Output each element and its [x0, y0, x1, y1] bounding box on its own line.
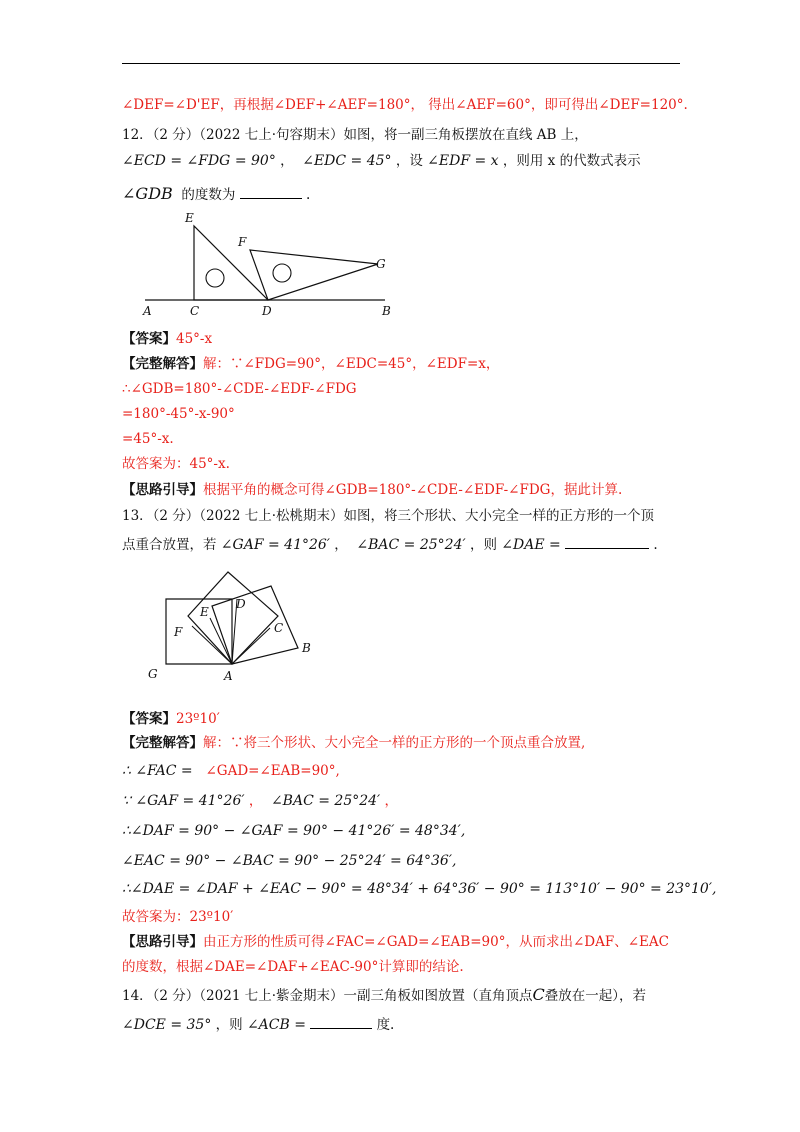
- q13-answer-blank: [565, 534, 649, 549]
- q14-answer-blank: [310, 1014, 372, 1029]
- q13-line2: [122, 534, 658, 554]
- q13-answer-value: 23º10′: [176, 711, 220, 727]
- q13-solution-first: 解：∵将三个形状、大小完全一样的正方形的一个顶点重合放置,: [203, 735, 586, 751]
- q13-line-fac-math: ∴ ∠FAC =: [122, 763, 193, 779]
- q12-solution-line-4: 故答案为：45°-x.: [122, 456, 230, 472]
- q14-line2: [122, 1014, 394, 1034]
- q12-solution-line-1: ∴∠GDB=180°-∠CDE-∠EDF-∠FDG: [122, 381, 357, 397]
- q14-header-post: 叠放在一起），若: [544, 988, 646, 1004]
- q13-line2-m3: ∠DAE =: [501, 537, 561, 553]
- q12-cond-mid: ，设: [395, 153, 423, 169]
- prev-answer-tail: ∠DEF=∠D'EF，再根据∠DEF+∠AEF=180°， 得出∠AEF=60°，即可得出∠DEF=120°.: [122, 97, 688, 113]
- q13-line-given-sep: ，: [248, 793, 263, 809]
- q12-label-c: C: [190, 304, 200, 318]
- q12-solution-label: 【完整解答】: [122, 356, 203, 372]
- header-rule: [122, 63, 680, 64]
- q12-answer: [122, 330, 212, 348]
- q12-hint-text: 根据平角的概念可得∠GDB=180°-∠CDE-∠EDF-∠FDG，据此计算.: [203, 482, 623, 498]
- q13-label-f: F: [174, 625, 183, 639]
- q13-figure: [140, 566, 330, 690]
- q12-solution-line-3: =45°-x.: [122, 431, 174, 447]
- q13-line2-end: .: [653, 537, 658, 553]
- q13-header: 13．（2 分）（2022 七上·松桃期末）如图，将三个形状、大小完全一样的正方形的一个顶: [122, 508, 654, 524]
- q12-label-a: A: [143, 304, 152, 318]
- q13-line-given-2: ∠BAC = 25°24′: [270, 793, 381, 809]
- q13-seg-ac: [232, 628, 270, 664]
- q12-label-e: E: [185, 211, 194, 225]
- q13-label-b: B: [302, 641, 311, 655]
- q13-hint-line1: 由正方形的性质可得∠FAC=∠GAD=∠EAB=90°，从而求出∠DAF、∠EAC: [203, 934, 669, 950]
- q13-label-d: D: [236, 597, 246, 611]
- q12-triangle-ecd: [194, 226, 268, 300]
- q13-solution-1: [122, 734, 585, 752]
- q13-line2-m2: ∠BAC = 25°24′: [356, 537, 466, 553]
- q13-final: 故答案为：23º10′: [122, 909, 234, 925]
- q12-hint: [122, 481, 622, 499]
- q13-label-g: G: [148, 667, 158, 681]
- q12-label-d: D: [262, 304, 272, 318]
- q13-line-fac-text: ∠GAD=∠EAB=90°,: [205, 763, 340, 779]
- q13-line2-mid: ，则: [469, 537, 497, 553]
- q12-answer-label: 【答案】: [122, 331, 176, 347]
- q13-hint: [122, 933, 669, 951]
- q12-header: 12．（2 分）（2022 七上·句容期末）如图，将一副三角板摆放在直线 AB 上，: [122, 127, 588, 143]
- q12-ask-tail: 的度数为: [181, 187, 236, 203]
- q12-label-f: F: [238, 235, 247, 249]
- q12-label-b: B: [382, 304, 391, 318]
- q13-line-eac: ∠EAC = 90° − ∠BAC = 90° − 25°24′ = 64°36′,: [122, 853, 457, 869]
- q13-hint-label: 【思路引导】: [122, 934, 203, 950]
- q13-answer: [122, 710, 220, 728]
- q13-line-given-end: ，: [384, 793, 399, 809]
- q12-answer-value: 45°-x: [176, 331, 213, 347]
- q12-figure: [140, 208, 400, 320]
- q12-conditions: [122, 152, 641, 170]
- q13-line2-pre: 点重合放置，若: [122, 537, 217, 553]
- q12-cond-3: ∠EDF = x: [427, 153, 499, 169]
- q13-seg-ae: [210, 618, 232, 664]
- q12-cond-2: ∠EDC = 45°: [302, 153, 392, 169]
- q14-line2-mid: ，则: [215, 1017, 243, 1033]
- q12-ask: [122, 184, 310, 204]
- q14-line2-m1: ∠DCE = 35°: [122, 1017, 212, 1033]
- q13-line2-m1: ∠GAF = 41°26′: [220, 537, 330, 553]
- q13-label-c: C: [274, 621, 284, 635]
- q12-circle-left: [206, 269, 224, 287]
- q13-line-given-1: ∵ ∠GAF = 41°26′: [122, 793, 245, 809]
- q13-line-dae: ∴∠DAE = ∠DAF + ∠EAC − 90° = 48°34′ + 64°36′ − 90° = 113°10′ − 90° = 23°10′,: [122, 881, 717, 897]
- q13-hint-line2: 的度数，根据∠DAE=∠DAF+∠EAC-90°计算即的结论.: [122, 959, 464, 975]
- q14-header-pre: 14．（2 分）（2021 七上·紫金期末）一副三角板如图放置（直角顶点: [122, 988, 533, 1004]
- q13-line-given: [122, 792, 398, 810]
- q14-line2-end: 度.: [376, 1017, 395, 1033]
- q13-square-rotated-2: [212, 586, 298, 664]
- q12-solution-line-0: 解：∵∠FDG=90°，∠EDC=45°，∠EDF=x，: [203, 356, 500, 372]
- q13-label-e: E: [200, 605, 209, 619]
- q13-label-a: A: [224, 669, 233, 683]
- q13-line-daf: ∴∠DAF = 90° − ∠GAF = 90° − 41°26′ = 48°34′,: [122, 823, 466, 839]
- q14-header-c: C: [532, 985, 545, 1004]
- q13-line2-sep: ，: [334, 537, 348, 553]
- q12-ask-end: .: [305, 187, 311, 203]
- q12-hint-label: 【思路引导】: [122, 482, 203, 498]
- q12-label-g: G: [376, 257, 386, 271]
- q14-line2-m2: ∠ACB =: [246, 1017, 306, 1033]
- q12-cond-1: ∠ECD = ∠FDG = 90°: [122, 153, 276, 169]
- q13-solution-label: 【完整解答】: [122, 735, 203, 751]
- q12-solution-line-2: =180°-45°-x-90°: [122, 406, 235, 422]
- q12-solution-1: [122, 355, 499, 373]
- q12-answer-blank: [240, 184, 302, 199]
- q12-cond-tail: ，则用 x 的代数式表示: [502, 153, 641, 169]
- q12-triangle-fdg: [250, 250, 378, 300]
- q12-circle-right: [273, 264, 291, 282]
- q14-header: [122, 986, 646, 1005]
- q13-line-fac: [122, 762, 340, 780]
- q13-answer-label: 【答案】: [122, 711, 176, 727]
- q12-cond-sep: ，: [280, 153, 294, 169]
- q12-ask-math: ∠GDB: [122, 184, 173, 203]
